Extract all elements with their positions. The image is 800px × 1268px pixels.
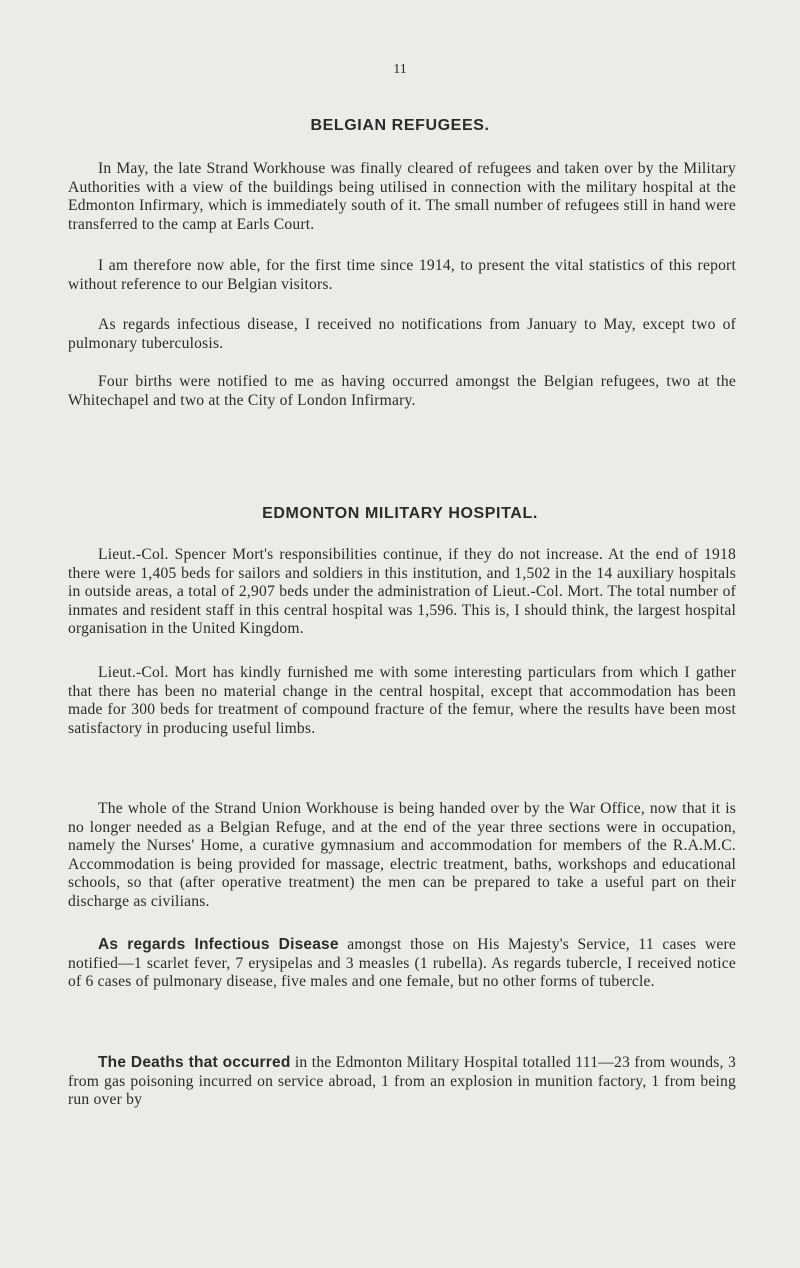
paragraph-responsibilities: Lieut.-Col. Spencer Mort's responsibilities continue, if they do not increase. At the end of 1918 there were 1,405 beds for sailors and soldiers in this institution, and 1,502 in the 14 auxiliary hospitals in outside areas, a total of 2,907 beds under the administration of Lieut.-Col. Mort. The total number of inmates and resident staff in this central hospital was 1,596. This is, I should think, the largest hospital organisation in the United Kingdom. <box>68 546 736 637</box>
paragraph-strand-workhouse: In May, the late Strand Workhouse was finally cleared of refugees and taken over by the Military Authorities with a view of the buildings being utilised in connection with the military hospital at the Edmonton Infirmary, which is immediately south of it. The small number of refugees still in hand were transferred to the camp at Earls Court. <box>68 160 736 233</box>
paragraph-infectious-notifications: As regards infectious disease, I received no notifications from January to May, except two of pulmonary tuberculosis. <box>68 316 736 352</box>
lead-deaths: The Deaths that occurred <box>98 1054 291 1071</box>
section-heading-belgian-refugees: BELGIAN REFUGEES. <box>310 117 490 134</box>
page-number: 11 <box>393 62 407 77</box>
section-heading-edmonton-military-hospital: EDMONTON MILITARY HOSPITAL. <box>262 505 538 522</box>
infectious-disease-text: amongst those on His Majesty's Service, 11 cases were notified—1 scarlet fever, 7 erysipelas and 3 measles (1 rubella). As regards tubercle, I received notice of 6 cases of pulmonary disease, five males and one female, but no other forms of tubercle. <box>68 936 737 990</box>
lead-infectious-disease: As regards Infectious Disease <box>98 936 339 953</box>
paragraph-infectious-disease <box>68 936 736 992</box>
paragraph-deaths <box>68 1054 736 1110</box>
paragraph-particulars: Lieut.-Col. Mort has kindly furnished me with some interesting particulars from which I gather that there has been no material change in the central hospital, except that accommodation has been made for 300 beds for treatment of compound fracture of the femur, where the results have been most satisfactory in producing useful limbs. <box>68 664 736 737</box>
paragraph-vital-statistics: I am therefore now able, for the first time since 1914, to present the vital statistics of this report without reference to our Belgian visitors. <box>68 257 736 293</box>
paragraph-strand-union-workhouse: The whole of the Strand Union Workhouse is being handed over by the War Office, now that it is no longer needed as a Belgian Refuge, and at the end of the year three sections were in occupation, namely the Nurses' Home, a curative gymnasium and accommodation for members of the R.A.M.C. Accommodation is being provided for massage, electric treatment, baths, workshops and educational schools, so that (after operative treatment) the men can be prepared to take a useful part on their discharge as civilians. <box>68 800 736 910</box>
deaths-text: in the Edmonton Military Hospital totalled 111—23 from wounds, 3 from gas poisoning incurred on service abroad, 1 from an explosion in munition factory, 1 from being run over by <box>68 1054 737 1108</box>
paragraph-births: Four births were notified to me as having occurred amongst the Belgian refugees, two at the Whitechapel and two at the City of London Infirmary. <box>68 373 736 409</box>
